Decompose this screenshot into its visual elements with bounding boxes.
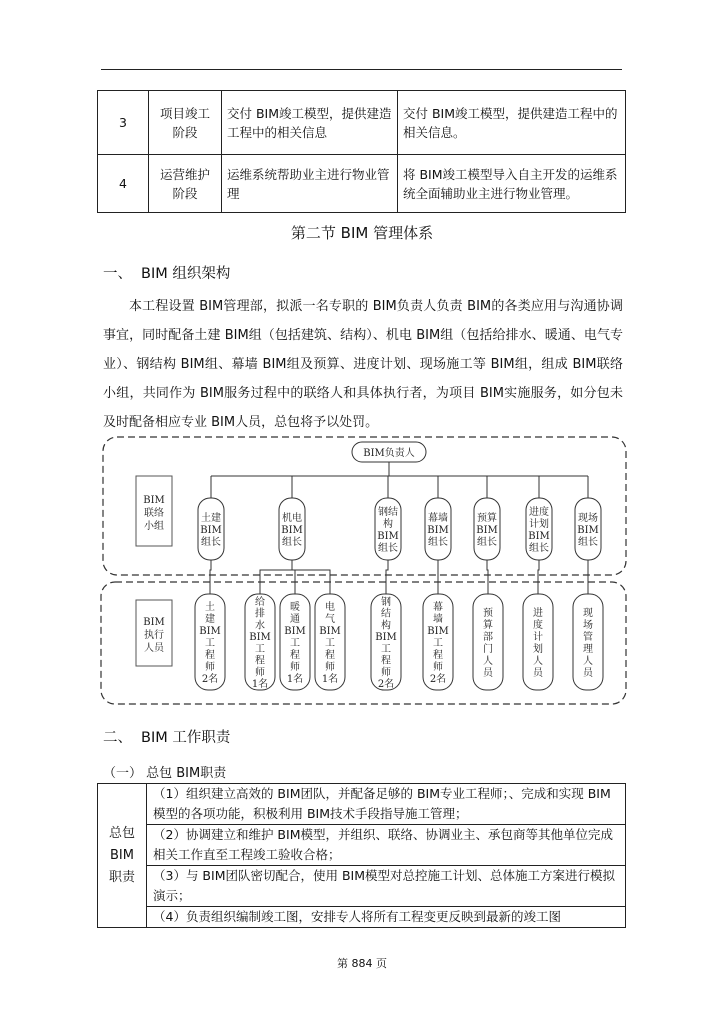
duty-item: （1）组织建立高效的 BIM团队，并配备足够的 BIM专业工程师；、完成和实现 BIM模型的各项功能，积极利用 BIM技术手段指导施工管理； <box>147 784 626 825</box>
duty-item: （2）协调建立和维护 BIM模型，并组织、联络、协调业主、承包商等其他单位完成相关工作直至工程竣工验收合格； <box>147 825 626 866</box>
executor-label: 理 <box>583 644 593 655</box>
duties-label <box>98 784 147 928</box>
chart-nodes <box>143 442 603 690</box>
leader-label: 组长 <box>378 543 398 554</box>
stage-name: 运营维护阶段 <box>149 155 222 213</box>
executor-label: 2名 <box>201 674 219 685</box>
executor-label: 师 <box>255 667 265 679</box>
executor-label: 师 <box>205 662 215 673</box>
executor-label: 师 <box>325 662 335 673</box>
executor-label: 1名 <box>321 674 339 685</box>
duty-item: （3）与 BIM团队密切配合，使用 BIM模型对总控施工计划、总体施工方案进行模拟演示； <box>147 866 626 907</box>
executor-label: 构 <box>381 620 391 632</box>
leader-label: BIM <box>528 531 550 542</box>
heading-number: 一、 <box>103 266 132 282</box>
executor-label: 墙 <box>433 614 443 625</box>
duty-item: （4）负责组织编制竣工图，安排专人将所有工程变更反映到最新的竣工图 <box>147 907 626 928</box>
label-line: 总包 <box>108 825 135 841</box>
executor-label: 给 <box>255 597 265 608</box>
executor-label: 门 <box>483 644 493 655</box>
heading-text: BIM 组织架构 <box>141 266 231 282</box>
leader-label: 构 <box>383 519 393 530</box>
executor-label: 管 <box>583 632 593 643</box>
executor-label: 人 <box>583 656 593 667</box>
executor-label: 结 <box>381 608 391 620</box>
executor-connector <box>386 560 388 594</box>
executor-label: BIM <box>284 626 306 637</box>
section-title: 第二节 BIM 管理体系 <box>290 224 434 242</box>
exec-label: 执行 <box>144 630 164 641</box>
page-number: 第 884 页 <box>337 957 387 970</box>
bim-content: 交付 BIM竣工模型，提供建造工程中的相关信息 <box>222 91 398 155</box>
leader-label: BIM <box>476 525 498 536</box>
heading-text: BIM 工作职责 <box>141 730 231 746</box>
bim-deliverable: 交付 BIM竣工模型，提供建造工程中的相关信息。 <box>398 91 626 155</box>
executor-label: BIM <box>199 626 221 637</box>
executor-label: 部 <box>483 632 493 643</box>
heading-org <box>103 262 230 283</box>
executor-label: 工 <box>290 638 300 649</box>
executor-connector <box>487 560 488 594</box>
executor-label: 工 <box>325 638 335 649</box>
leader-label: 组长 <box>282 537 302 548</box>
table-row <box>98 91 626 155</box>
executor-label: 员 <box>583 668 593 679</box>
executor-label: 进 <box>533 608 543 619</box>
table-row <box>98 155 626 213</box>
executor-label: 工 <box>381 643 391 655</box>
executor-label: 通 <box>290 614 300 625</box>
executor-label: 1名 <box>286 674 304 685</box>
executor-label: 现 <box>583 608 593 619</box>
executor-label: 工 <box>205 638 215 649</box>
executor-label: BIM <box>319 626 341 637</box>
leader-label: 钢结 <box>378 507 398 518</box>
bim-content: 运维系统帮助业主进行物业管理 <box>222 155 398 213</box>
executor-label: 场 <box>583 620 593 631</box>
exec-label: BIM <box>143 617 165 628</box>
executor-label: 度 <box>533 620 543 631</box>
executor-label: 建 <box>205 614 215 625</box>
table-row <box>98 784 626 825</box>
executor-label: 计 <box>533 632 543 643</box>
table-row <box>98 825 626 866</box>
stage-name: 项目竣工阶段 <box>149 91 222 155</box>
executor-label: BIM <box>249 632 271 644</box>
executor-label: 程 <box>290 650 300 661</box>
executor-label: 气 <box>325 614 335 625</box>
executor-label: 2名 <box>429 674 447 685</box>
leader-label: 组长 <box>428 537 448 548</box>
executor-label: 暖 <box>290 602 300 613</box>
leader-label: BIM <box>577 525 599 536</box>
leader-label: 幕墙 <box>428 513 448 524</box>
leader-label: 预算 <box>477 513 497 524</box>
label-line: BIM <box>110 847 134 863</box>
executor-label: 师 <box>381 667 391 679</box>
executor-label: 工 <box>255 643 265 655</box>
executor-label: 幕 <box>433 602 443 613</box>
liaison-label: BIM <box>143 495 165 506</box>
executor-label: 2名 <box>377 679 395 690</box>
leader-label: BIM <box>281 525 303 536</box>
executor-label: 钢 <box>381 597 391 608</box>
executor-connector <box>538 560 539 594</box>
bim-deliverable: 将 BIM竣工模型导入自主开发的运维系统全面辅助业主进行物业管理。 <box>398 155 626 213</box>
executor-label: BIM <box>375 632 397 644</box>
leader-label: BIM <box>377 531 399 542</box>
label-line: 职责 <box>108 869 135 885</box>
executor-label: 1名 <box>251 679 269 690</box>
executor-label: 师 <box>433 662 443 673</box>
header-rule <box>101 69 622 70</box>
executor-label: 程 <box>381 655 391 667</box>
executor-connector <box>260 560 292 594</box>
executor-label: 水 <box>255 620 265 632</box>
org-chart <box>97 436 630 708</box>
leader-label: 组长 <box>477 537 497 548</box>
leader-label: 计划 <box>529 519 549 530</box>
leader-label: BIM <box>200 525 222 536</box>
executor-label: 员 <box>483 668 493 679</box>
executor-label: 程 <box>325 650 335 661</box>
leader-label: 组长 <box>201 537 221 548</box>
executor-label: 土 <box>205 602 215 613</box>
stage-table <box>97 90 626 213</box>
body-paragraph: 本工程设置 BIM管理部，拟派一名专职的 BIM负责人负责 BIM的各类应用与沟通协调事宜，同时配备土建 BIM组（包括建筑、结构）、机电 BIM组（包括给排水、暖通、电气专业）、钢结构 BIM组、幕墙 BIM组及预算、进度计划、现场施工等 BIM组，组成 BIM联络小组，共同作为 BIM服务过程中的联络人和具体执行者，为项目 BIM实施服务，如分包未及时配备相应专业 BIM人员，总包将予以处罚。 <box>103 299 623 430</box>
executor-label: 预 <box>483 608 493 619</box>
executor-connector <box>210 560 211 594</box>
table-row <box>98 907 626 928</box>
leader-label: 组长 <box>578 537 598 548</box>
heading-duties <box>103 726 230 747</box>
leader-label: 机电 <box>282 513 302 524</box>
duties-table <box>97 783 626 928</box>
leader-label: BIM <box>427 525 449 536</box>
liaison-label: 联络 <box>144 508 164 519</box>
executor-label: 电 <box>325 602 335 613</box>
executor-label: BIM <box>427 626 449 637</box>
executor-label: 人 <box>533 656 543 667</box>
heading-number: 二、 <box>103 730 132 746</box>
row-number: 4 <box>98 155 149 213</box>
row-number: 3 <box>98 91 149 155</box>
table-row <box>98 866 626 907</box>
leader-label: 进度 <box>529 507 549 518</box>
executor-connector <box>292 560 330 594</box>
exec-label: 人员 <box>144 643 164 654</box>
executor-label: 师 <box>290 662 300 673</box>
root-label: BIM负责人 <box>363 448 415 459</box>
leader-label: 现场 <box>578 513 598 524</box>
executor-label: 排 <box>255 608 265 620</box>
executor-label: 算 <box>483 620 493 631</box>
subheading: （一） 总包 BIM职责 <box>103 766 227 781</box>
liaison-label: 小组 <box>144 521 164 532</box>
executor-label: 程 <box>433 650 443 661</box>
executor-label: 工 <box>433 638 443 649</box>
executor-label: 划 <box>533 644 543 655</box>
executor-label: 程 <box>205 650 215 661</box>
leader-label: 土建 <box>201 513 221 524</box>
executor-label: 程 <box>255 655 265 667</box>
leader-label: 组长 <box>529 543 549 554</box>
executor-label: 人 <box>483 656 493 667</box>
executor-label: 员 <box>533 668 543 679</box>
